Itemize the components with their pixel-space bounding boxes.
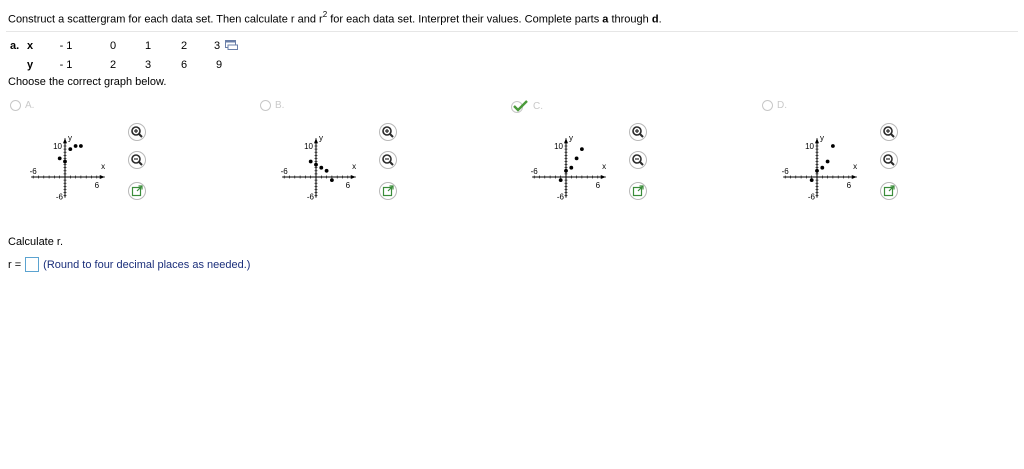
- x-axis-label: x: [352, 162, 357, 171]
- data-point: [68, 147, 72, 151]
- y-value: - 1: [59, 59, 73, 71]
- popout-button[interactable]: [380, 183, 397, 200]
- zoom-out-button[interactable]: [380, 152, 397, 169]
- data-point: [564, 169, 568, 173]
- x-axis-label: x: [602, 162, 607, 171]
- graph-a: [28, 116, 178, 212]
- option-a[interactable]: [10, 100, 34, 111]
- y-axis-arrow: [314, 138, 318, 143]
- x-tick-label: 6: [846, 181, 852, 190]
- x-tick-label: -6: [781, 167, 789, 176]
- data-point: [826, 160, 830, 164]
- popout-button[interactable]: [630, 183, 647, 200]
- x-axis-label: x: [853, 162, 858, 171]
- y-tick-label: -6: [556, 192, 564, 202]
- x-value: 2: [180, 40, 188, 52]
- radio-button[interactable]: [260, 100, 271, 111]
- data-point: [309, 160, 313, 164]
- scatter-plot: [780, 116, 930, 212]
- popout-button[interactable]: [881, 183, 898, 200]
- x-axis-arrow: [852, 175, 857, 179]
- y-tick-label: 10: [304, 142, 313, 151]
- graph-b: [279, 116, 429, 212]
- radio-button[interactable]: [762, 100, 773, 111]
- x-tick-label: 6: [345, 181, 351, 190]
- x-axis-label: x: [101, 162, 106, 171]
- copy-table-icon[interactable]: [225, 40, 238, 50]
- graph-d: [780, 116, 930, 212]
- x-tick-label: -6: [29, 167, 37, 176]
- x-value: 3: [213, 40, 221, 52]
- x-axis-arrow: [601, 175, 606, 179]
- zoom-in-button[interactable]: [129, 124, 146, 141]
- x-value: 1: [144, 40, 152, 52]
- x-tick-label: -6: [530, 167, 538, 176]
- scatter-plot: [279, 116, 429, 212]
- data-point: [815, 169, 819, 173]
- y-axis-arrow: [63, 138, 67, 143]
- y-tick-label: 10: [805, 142, 814, 151]
- option-d[interactable]: [762, 100, 787, 111]
- zoom-out-button[interactable]: [129, 152, 146, 169]
- y-axis-arrow: [564, 138, 568, 143]
- selected-check-icon[interactable]: [511, 100, 529, 113]
- option-label: C.: [533, 101, 543, 112]
- x-value: 0: [109, 40, 117, 52]
- data-point: [569, 166, 573, 170]
- r-answer-input[interactable]: [25, 257, 39, 272]
- graph-c: [529, 116, 679, 212]
- y-axis-label: y: [569, 133, 573, 143]
- x-axis-arrow: [100, 175, 105, 179]
- y-axis-arrow: [815, 138, 819, 143]
- data-point: [831, 144, 835, 148]
- data-point: [559, 178, 563, 182]
- y-value: 3: [144, 59, 152, 71]
- option-label: A.: [25, 100, 35, 111]
- r-label: r =: [8, 258, 22, 271]
- zoom-in-button[interactable]: [881, 124, 898, 141]
- y-row-label: y: [27, 59, 34, 71]
- data-point: [810, 178, 814, 182]
- data-point: [580, 147, 584, 151]
- y-tick-label: -6: [306, 192, 314, 202]
- data-point: [325, 169, 329, 173]
- data-point: [319, 166, 323, 170]
- x-tick-label: -6: [280, 167, 288, 176]
- data-point: [820, 166, 824, 170]
- x-tick-label: 6: [94, 181, 100, 190]
- part-a-label: a.: [10, 40, 20, 52]
- option-c[interactable]: [511, 100, 543, 113]
- data-point: [74, 144, 78, 148]
- y-tick-label: 10: [53, 142, 62, 151]
- data-point: [330, 178, 334, 182]
- x-value: - 1: [59, 40, 73, 52]
- y-value: 6: [180, 59, 188, 71]
- data-point: [575, 157, 579, 161]
- x-axis-arrow: [351, 175, 356, 179]
- data-point: [58, 157, 62, 161]
- zoom-in-button[interactable]: [630, 124, 647, 141]
- scatter-plot: [529, 116, 679, 212]
- scatter-plot: [28, 116, 178, 212]
- data-point: [79, 144, 83, 148]
- option-b[interactable]: [260, 100, 284, 111]
- y-axis-label: y: [319, 133, 323, 143]
- y-axis-label: y: [68, 133, 72, 143]
- data-point: [63, 160, 67, 164]
- y-tick-label: 10: [554, 142, 563, 151]
- rounding-hint: (Round to four decimal places as needed.): [43, 258, 251, 271]
- y-axis-label: y: [820, 133, 824, 143]
- y-tick-label: -6: [807, 192, 815, 202]
- popout-button[interactable]: [129, 183, 146, 200]
- question-text: Construct a scattergram for each data set. Then calculate r and $r^2$ for each data set. Interpret their values. Complete parts a through d.: [8, 10, 662, 26]
- zoom-out-button[interactable]: [881, 152, 898, 169]
- y-tick-label: -6: [55, 192, 63, 202]
- zoom-in-button[interactable]: [380, 124, 397, 141]
- answer-row: [8, 257, 250, 272]
- choose-prompt: Choose the correct graph below.: [8, 76, 167, 88]
- radio-button[interactable]: [10, 100, 21, 111]
- data-table: [0, 0, 240, 72]
- option-label: B.: [275, 100, 285, 111]
- option-label: D.: [777, 100, 787, 111]
- y-value: 2: [109, 59, 117, 71]
- calculate-prompt: Calculate r.: [8, 236, 64, 248]
- y-value: 9: [215, 59, 223, 71]
- data-point: [314, 163, 318, 167]
- x-tick-label: 6: [595, 181, 601, 190]
- x-row-label: x: [27, 40, 34, 52]
- zoom-out-button[interactable]: [630, 152, 647, 169]
